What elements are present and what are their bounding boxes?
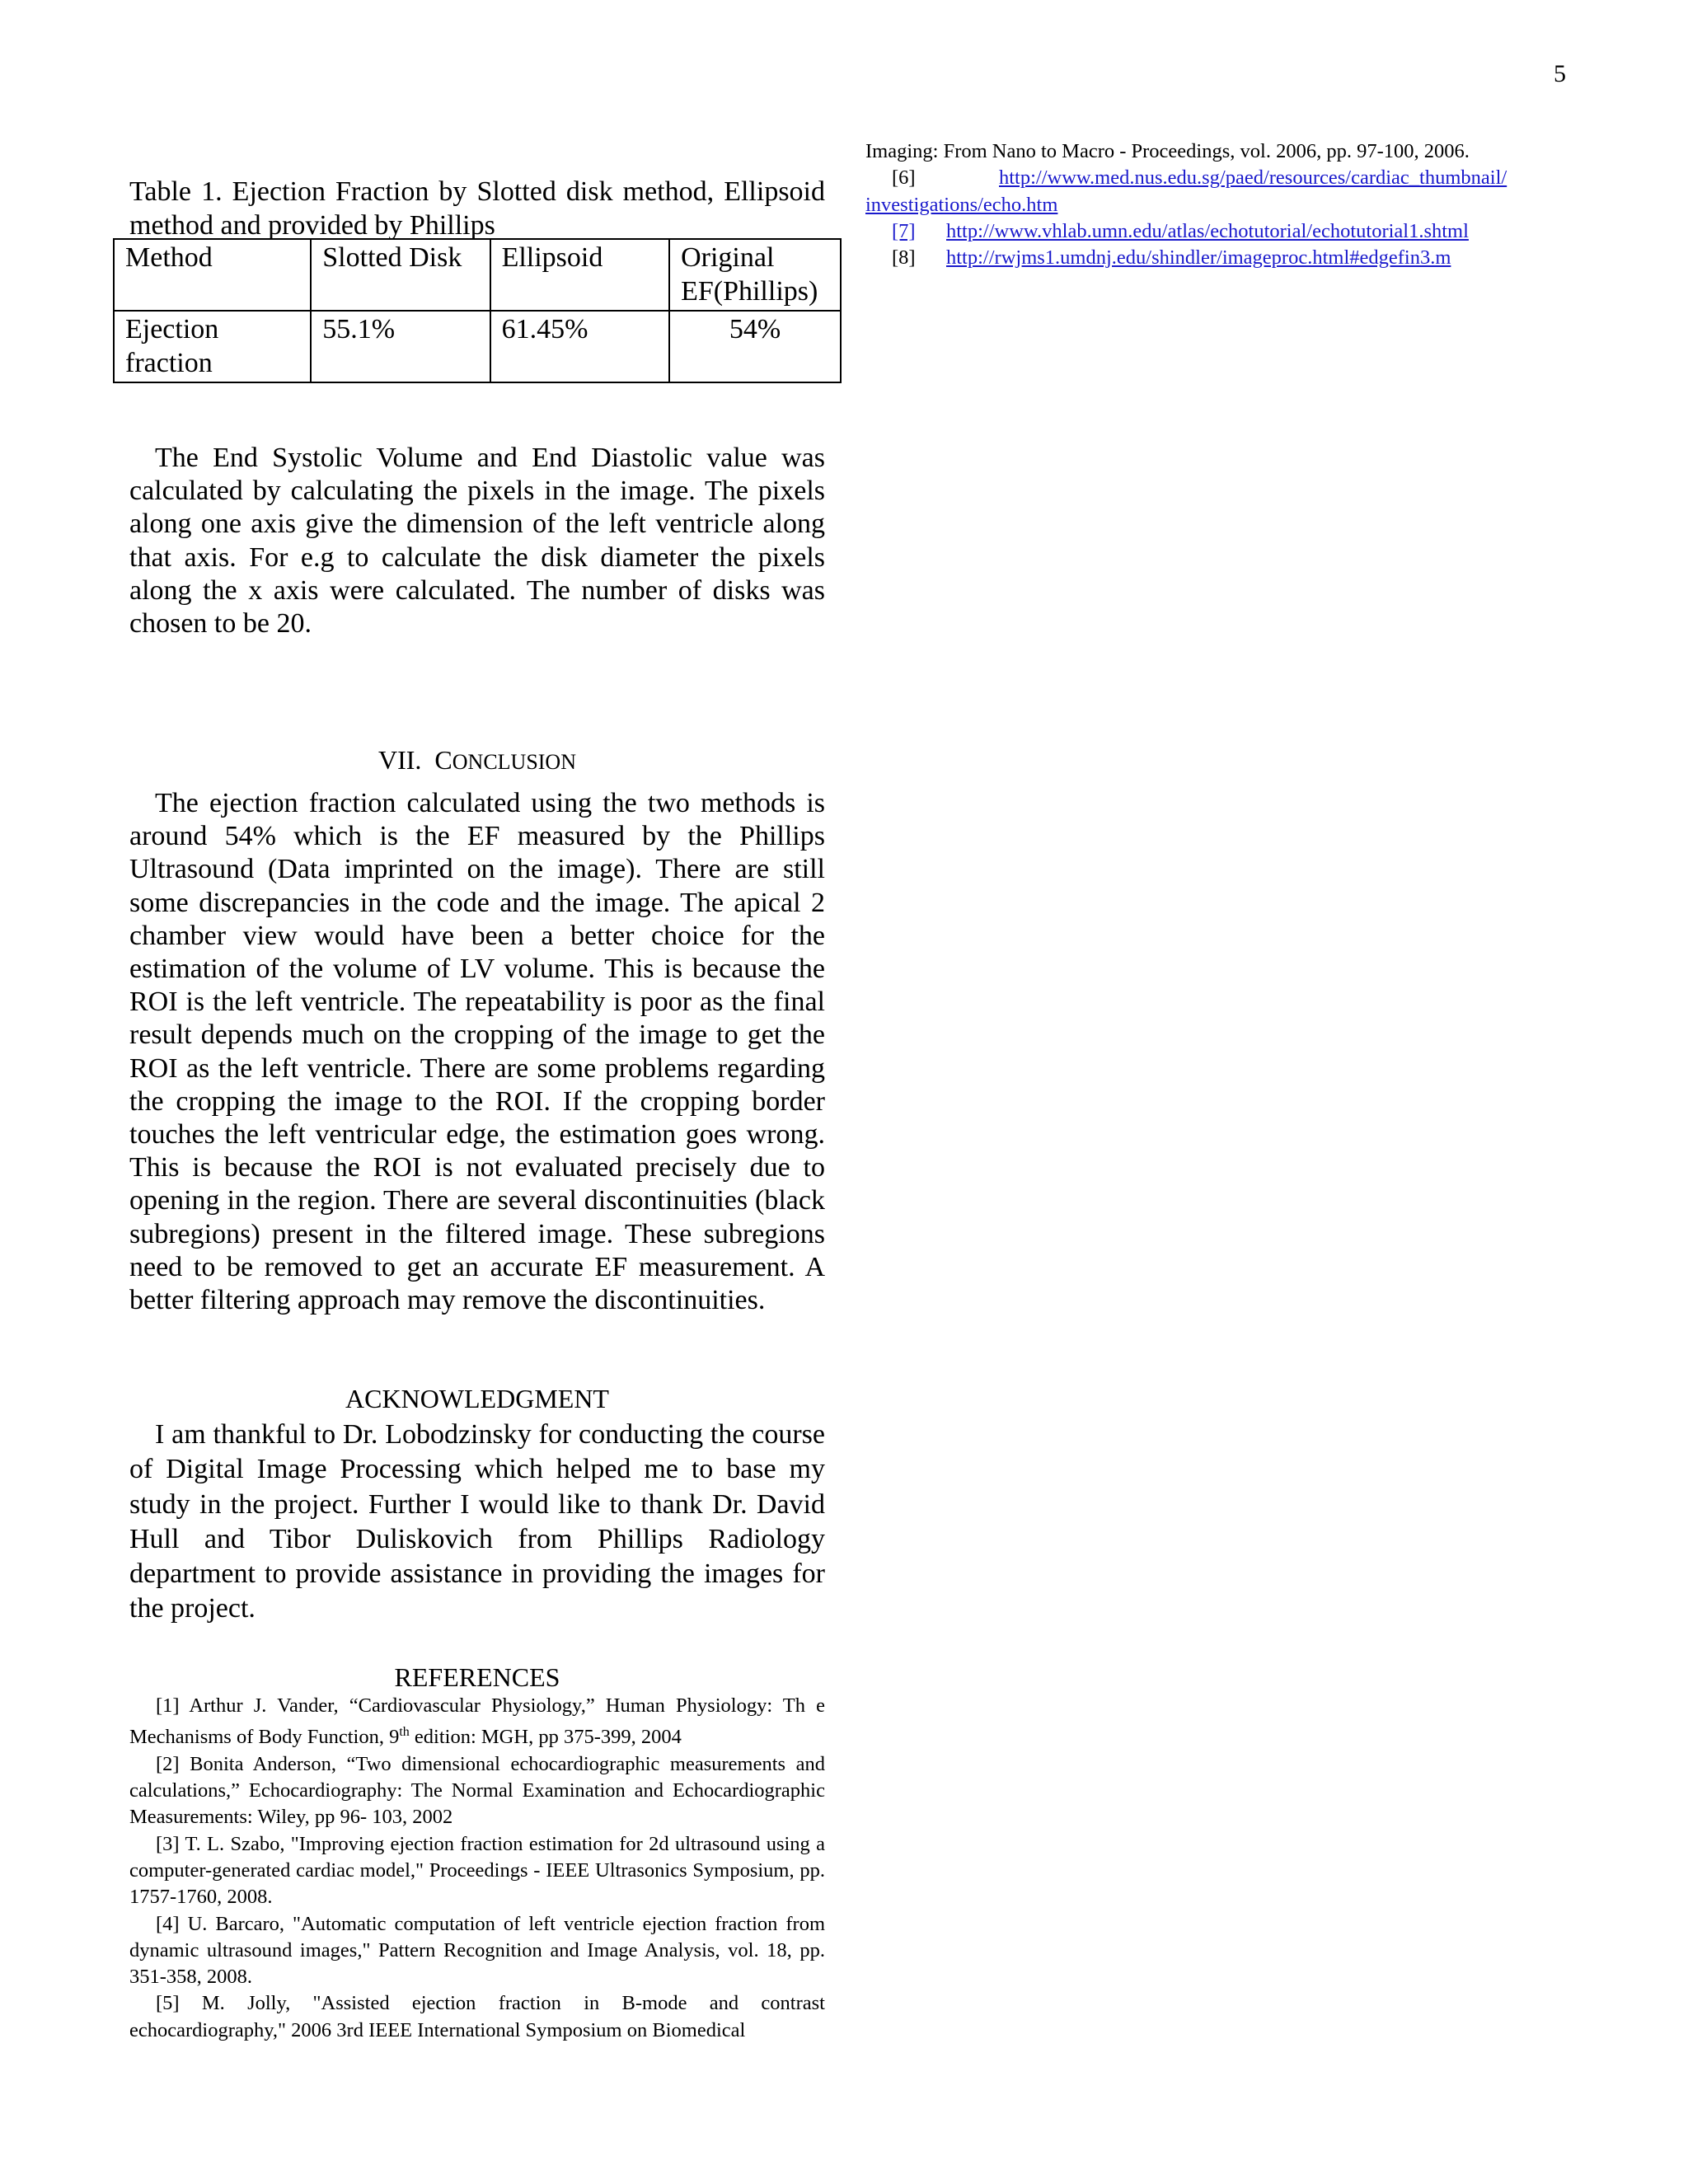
body-paragraph-volume: The End Systolic Volume and End Diastolic value was calculated by calculating the pixels in the image. The pixels along one axis give the dimension of the left ventricle along that axis. For e.g to calculate the disk diameter the pixels along the x axis were calculated. The number of disks was chosen to be 20. — [129, 443, 825, 640]
reference-item: [3] T. L. Szabo, "Improving ejection fraction estimation for 2d ultrasound using a computer-generated cardiac model," Proceedings - IEEE Ultrasonics Symposium, pp. 1757-1760, 2008. — [129, 1832, 825, 1909]
table-caption: Table 1. Ejection Fraction by Slotted disk method, Ellipsoid method and provided by Phillips — [129, 176, 825, 241]
ejection-fraction-table — [113, 238, 842, 383]
reference-item: [2] Bonita Anderson, “Two dimensional echocardiographic measurements and calculations,” Echocardiography: The Normal Examination and Echocardiographic Measurements: Wiley, pp 96- 103, 2002 — [129, 1752, 825, 1829]
original-ef-header: Original EF(Phillips) — [681, 242, 818, 307]
reference-number: [7] — [892, 219, 916, 242]
page-number: 5 — [1554, 60, 1566, 87]
references-list-right — [865, 138, 1566, 271]
reference-superscript: th — [399, 1725, 410, 1740]
reference-item-continuation — [865, 192, 1566, 218]
reference-link[interactable]: http://rwjms1.umdnj.edu/shindler/imageproc.html#edgefin3.m — [946, 246, 1451, 269]
table-row-label: Ejection fraction — [114, 311, 311, 382]
reference-continuation: Imaging: From Nano to Macro - Proceedings, vol. 2006, pp. 97-100, 2006. — [865, 140, 1470, 162]
section-heading-conclusion — [129, 743, 825, 779]
reference-text: edition: MGH, pp 375-399, 2004 — [409, 1726, 682, 1749]
conclusion-paragraph: The ejection fraction calculated using the two methods is around 54% which is the EF measured by the Phillips Ultrasound (Data imprinted on the image). There are still some discrepancies in the code and the image. The apical 2 chamber view would have been a better choice for the estimation of the volume of LV volume. This is because the ROI is the left ventricle. The repeatability is poor as the final result depends much on the cropping of the image to get the ROI as the left ventricle. There are some problems regarding the cropping the image to the ROI. If the cropping border touches the left ventricular edge, the estimation goes wrong. This is because the ROI is not evaluated precisely due to opening in the region. There are several discontinuities (black subregions) present in the filtered image. These subregions need to be removed to get an accurate EF measurement. A better filtering approach may remove the discontinuities. — [129, 788, 825, 1316]
section-title-rest: ONCLUSION — [452, 750, 576, 774]
acknowledgment-heading: ACKNOWLEDGMENT — [345, 1384, 609, 1413]
reference-link[interactable]: http://www.med.nus.edu.sg/paed/resources/cardiac_thumbnail/ — [999, 166, 1507, 190]
table-cell: 61.45% — [490, 311, 670, 382]
table-header-cell — [669, 239, 841, 311]
reference-item — [865, 165, 1566, 191]
table-header-cell: Slotted Disk — [311, 239, 490, 311]
reference-item — [865, 218, 1566, 245]
reference-item — [129, 1693, 825, 1751]
references-list-left — [129, 1693, 825, 2044]
reference-item — [865, 245, 1566, 271]
acknowledgment-paragraph: I am thankful to Dr. Lobodzinsky for conducting the course of Digital Image Processing which helped me to base my study in the project. Further I would like to thank Dr. David Hull and Tibor Duliskovich from Phillips Radiology department to provide assistance in providing the images for the project. — [129, 1419, 825, 1624]
section-title-initial: C — [434, 745, 452, 775]
table-header-row — [114, 239, 841, 311]
reference-item: [4] U. Barcaro, "Automatic computation of left ventricle ejection fraction from dynamic ultrasound images," Pattern Recognition and Image Analysis, vol. 18, pp. 351-358, 2008. — [129, 1912, 825, 1989]
section-numeral: VII. — [378, 745, 422, 775]
reference-item: [5] M. Jolly, "Assisted ejection fraction in B-mode and contrast echocardiography," 2006 3rd IEEE International Symposium on Biomedical — [129, 1992, 825, 2041]
table-cell: 54% — [669, 311, 841, 382]
reference-link[interactable]: http://www.vhlab.umn.edu/atlas/echotutorial/echotutorial1.shtml — [946, 219, 1469, 242]
reference-number: [6] — [892, 166, 916, 190]
table-header-cell: Method — [114, 239, 311, 311]
reference-number: [8] — [892, 246, 916, 269]
table-row — [114, 311, 841, 382]
reference-text: [1] Arthur J. Vander, “Cardiovascular Physiology,” Human Physiology: Th e Mechanisms of Body Function, 9 — [129, 1694, 825, 1749]
reference-link-continuation[interactable]: investigations/echo.htm — [865, 193, 1058, 216]
references-heading: REFERENCES — [394, 1662, 560, 1692]
table-header-cell: Ellipsoid — [490, 239, 670, 311]
table-cell: 55.1% — [311, 311, 490, 382]
